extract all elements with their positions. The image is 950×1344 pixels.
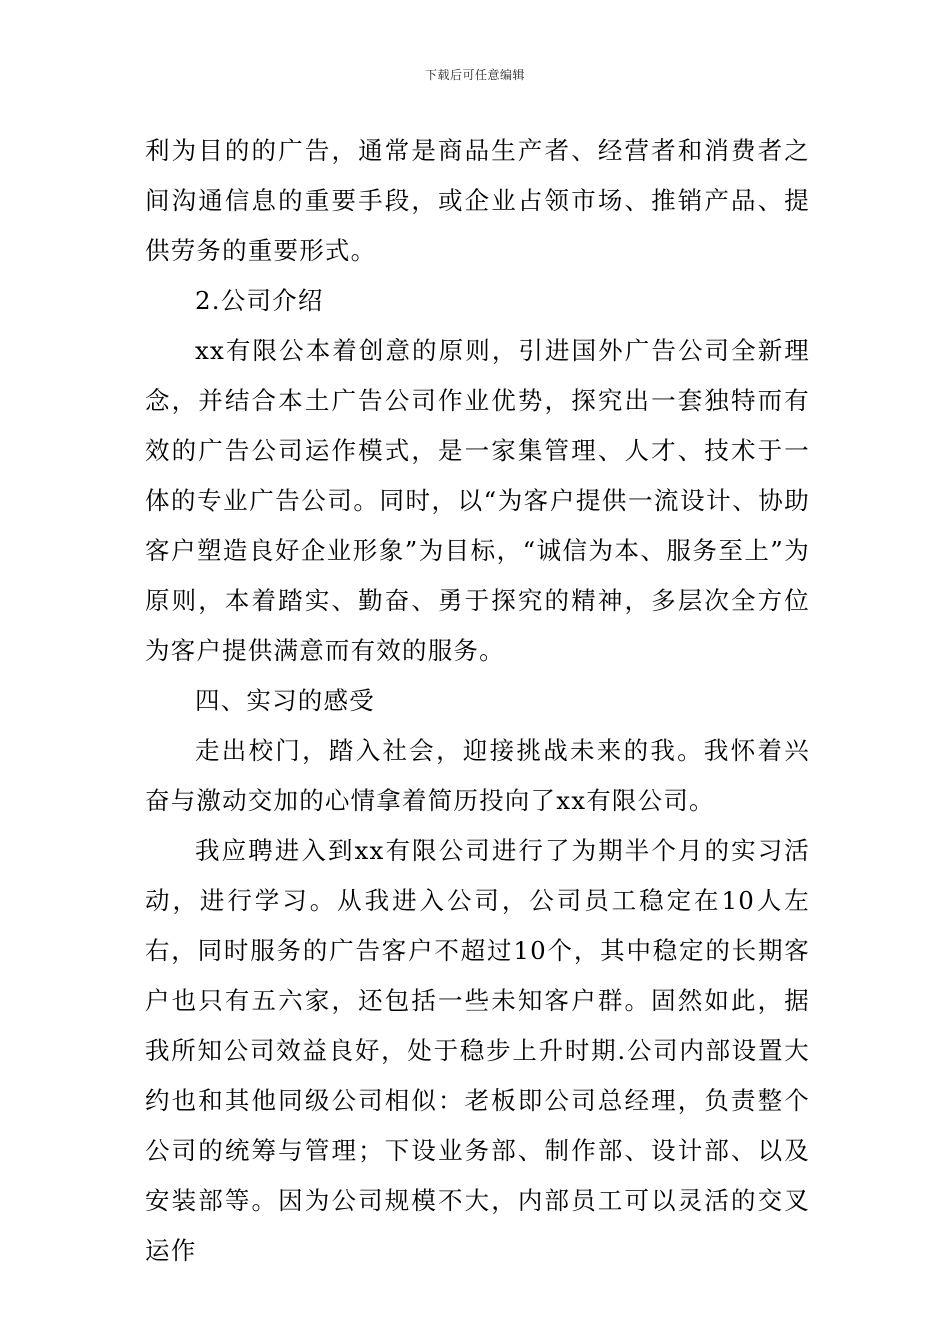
document-body bbox=[145, 126, 810, 1276]
section-heading-internship-feelings: 四、实习的感受 bbox=[195, 686, 375, 715]
paragraph-internship-details: 我应聘进入到xx有限公司进行了为期半个月的实习活动，进行学习。从我进入公司，公司员工稳定在10人左右，同时服务的广告客户不超过10个，其中稳定的长期客户也只有五六家，还包括一些未知客户群。固然如此，据我所知公司效益良好，处于稳步上升时期.公司内部设置大约也和其他同级公司相似：老板即公司总经理，负责整个公司的统筹与管理；下设业务部、制作部、设计部、以及安装部等。因为公司规模不大，内部员工可以灵活的交叉运作 bbox=[145, 836, 810, 1265]
paragraph-leaving-school: 走出校门，踏入社会，迎接挑战未来的我。我怀着兴奋与激动交加的心情拿着简历投向了xx有限公司。 bbox=[145, 736, 810, 815]
header-note: 下载后可任意编辑 bbox=[424, 68, 525, 82]
paragraph-advertising-definition: 利为目的的广告，通常是商品生产者、经营者和消费者之间沟通信息的重要手段，或企业占领市场、推销产品、提供劳务的重要形式。 bbox=[145, 136, 810, 265]
paragraph-company-intro: xx有限公本着创意的原则，引进国外广告公司全新理念，并结合本土广告公司作业优势，探究出一套独特而有效的广告公司运作模式，是一家集管理、人才、技术于一体的专业广告公司。同时，以“为客户提供一流设计、协助客户塑造良好企业形象”为目标，“诚信为本、服务至上”为原则，本着踏实、勤奋、勇于探究的精神，多层次全方位为客户提供满意而有效的服务。 bbox=[145, 336, 810, 665]
section-heading-company-intro: 2.公司介绍 bbox=[195, 286, 324, 315]
